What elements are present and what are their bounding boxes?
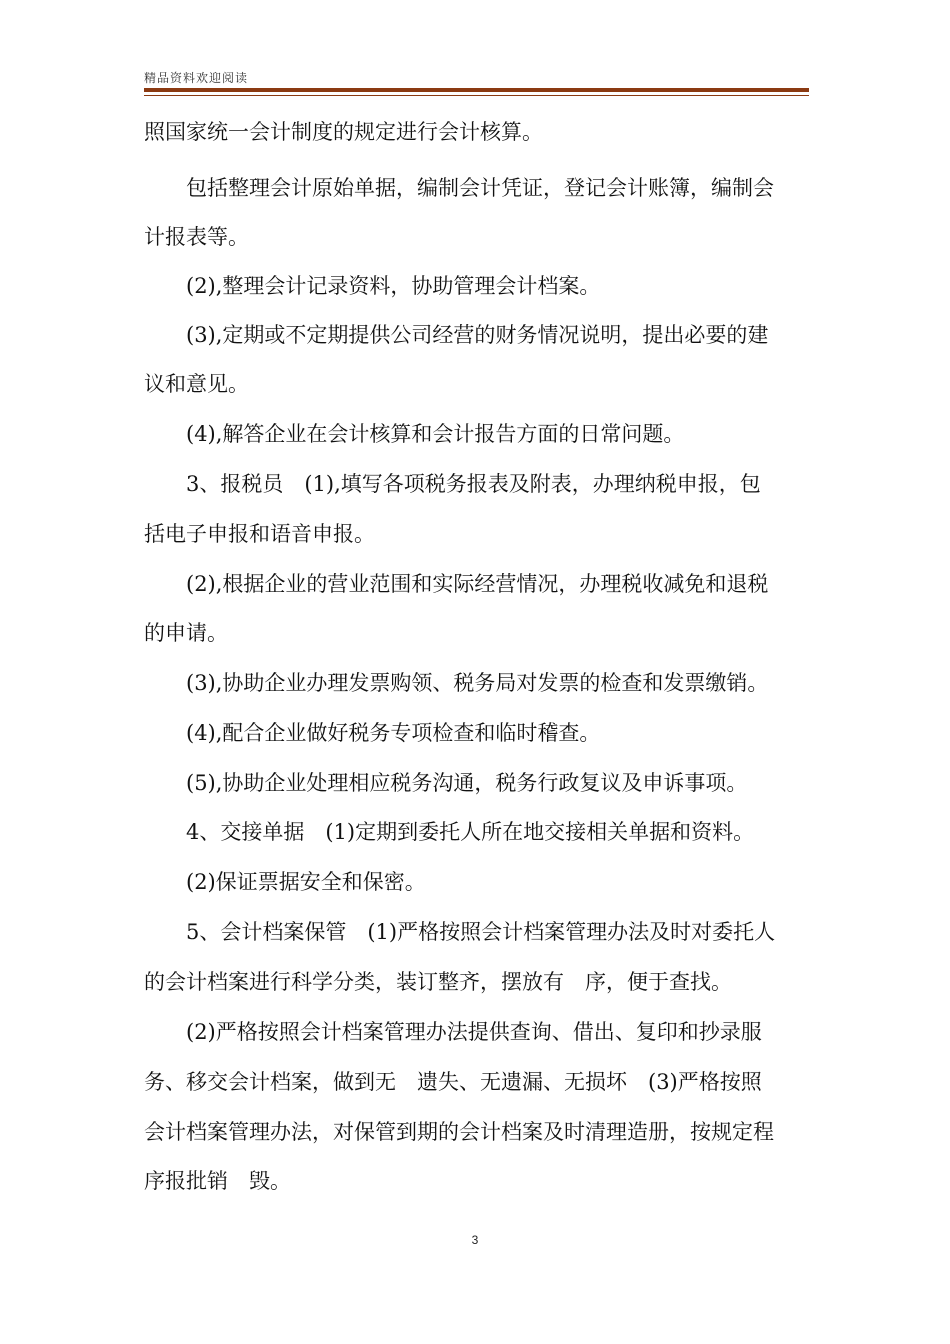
text-line: 包括整理会计原始单据，编制会计凭证，登记会计账簿，编制会 xyxy=(144,176,774,200)
text-line: (3),协助企业办理发票购领、税务局对发票的检查和发票缴销。 xyxy=(144,671,769,695)
text-line: 5、会计档案保管 (1)严格按照会计档案管理办法及时对委托人 xyxy=(144,920,776,944)
text-line: (2)保证票据安全和保密。 xyxy=(144,870,426,894)
page-number: 3 xyxy=(471,1233,479,1247)
text-line: (5),协助企业处理相应税务沟通，税务行政复议及申诉事项。 xyxy=(144,771,748,795)
text-line: (2),根据企业的营业范围和实际经营情况，办理税收减免和退税 xyxy=(144,572,769,596)
text-line: (4),解答企业在会计核算和会计报告方面的日常问题。 xyxy=(144,422,685,446)
text-line: 的会计档案进行科学分类，装订整齐，摆放有 序，便于查找。 xyxy=(144,970,732,994)
text-line: 照国家统一会计制度的规定进行会计核算。 xyxy=(144,120,543,144)
header-rule-thin xyxy=(144,95,809,96)
text-line: 议和意见。 xyxy=(144,372,249,396)
text-line: (3),定期或不定期提供公司经营的财务情况说明，提出必要的建 xyxy=(144,323,769,347)
text-line: (2),整理会计记录资料，协助管理会计档案。 xyxy=(144,274,601,298)
text-line: 4、交接单据 (1)定期到委托人所在地交接相关单据和资料。 xyxy=(144,820,755,844)
text-line: 3、报税员 (1),填写各项税务报表及附表，办理纳税申报，包 xyxy=(144,472,761,496)
text-line: 的申请。 xyxy=(144,621,228,645)
header-text: 精品资料欢迎阅读 xyxy=(144,71,249,85)
header-rule-thick xyxy=(144,88,809,92)
text-line: 计报表等。 xyxy=(144,225,249,249)
text-line: (4),配合企业做好税务专项检查和临时稽查。 xyxy=(144,721,601,745)
text-line: 务、移交会计档案，做到无 遗失、无遗漏、无损坏 (3)严格按照 xyxy=(144,1070,762,1094)
text-line: 会计档案管理办法，对保管到期的会计档案及时清理造册，按规定程 xyxy=(144,1120,774,1144)
text-line: 序报批销 毁。 xyxy=(144,1169,291,1193)
text-line: (2)严格按照会计档案管理办法提供查询、借出、复印和抄录服 xyxy=(144,1020,762,1044)
text-line: 括电子申报和语音申报。 xyxy=(144,522,375,546)
